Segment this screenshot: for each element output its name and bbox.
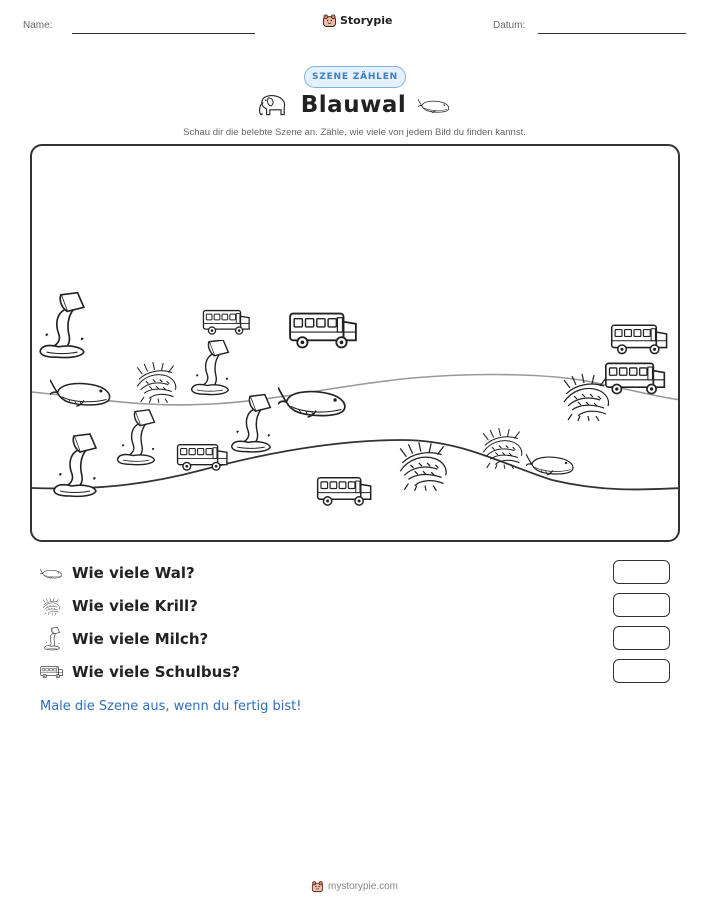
name-field[interactable] [72, 33, 255, 34]
question-text: Wie viele Wal? [72, 564, 195, 582]
question-text: Wie viele Krill? [72, 597, 198, 615]
scene-bus [290, 314, 356, 348]
scene-whale [50, 380, 110, 406]
question-krill [40, 593, 670, 619]
scene-milk [54, 434, 96, 496]
page-title: Blauwal [300, 92, 407, 118]
instructions: Schau dir die belebte Szene an. Zähle, wie viele von jedem Bild du finden kannst. [183, 127, 526, 138]
question-whale [40, 560, 670, 586]
answer-box-whale[interactable] [613, 560, 670, 584]
title-row [0, 92, 709, 118]
scene-illustration [32, 146, 680, 542]
scene-milk [118, 410, 155, 465]
milk-icon [43, 627, 61, 651]
counting-scene [30, 144, 680, 542]
scene-milk [40, 293, 84, 358]
date-label: Datum: [493, 20, 526, 31]
storypie-logo-icon [322, 13, 337, 28]
whale-icon [418, 94, 452, 116]
answer-box-milk[interactable] [613, 626, 670, 650]
badge-label: SZENE ZÄHLEN [311, 72, 398, 82]
footer [0, 880, 709, 893]
question-milk [40, 626, 670, 652]
scene-bus [178, 445, 227, 470]
elephant-icon [257, 93, 289, 117]
scene-bus [612, 325, 667, 353]
scene-whale [526, 454, 573, 475]
name-label: Name: [23, 20, 53, 31]
question-bus [40, 659, 670, 685]
whale-icon [40, 565, 64, 581]
bus-icon [40, 664, 64, 680]
storypie-logo-icon [311, 880, 324, 893]
scene-krill [137, 362, 176, 403]
brand-logo [322, 13, 392, 28]
answer-box-bus[interactable] [613, 659, 670, 683]
question-text: Wie viele Milch? [72, 630, 209, 648]
scene-bus [606, 363, 665, 393]
scene-bus [203, 311, 249, 335]
worksheet-type-badge [304, 66, 406, 88]
scene-milk [232, 395, 271, 452]
krill-icon [41, 596, 63, 616]
coloring-note: Male die Szene aus, wenn du fertig bist! [40, 699, 302, 714]
question-text: Wie viele Schulbus? [72, 663, 240, 681]
scene-bus [318, 478, 371, 505]
scene-krill [400, 442, 446, 491]
answer-box-krill[interactable] [613, 593, 670, 617]
date-field[interactable] [538, 33, 686, 34]
footer-url[interactable]: mystorypie.com [327, 881, 398, 892]
scene-milk [192, 340, 229, 395]
brand-name: Storypie [340, 14, 393, 27]
scene-whale [278, 387, 345, 417]
